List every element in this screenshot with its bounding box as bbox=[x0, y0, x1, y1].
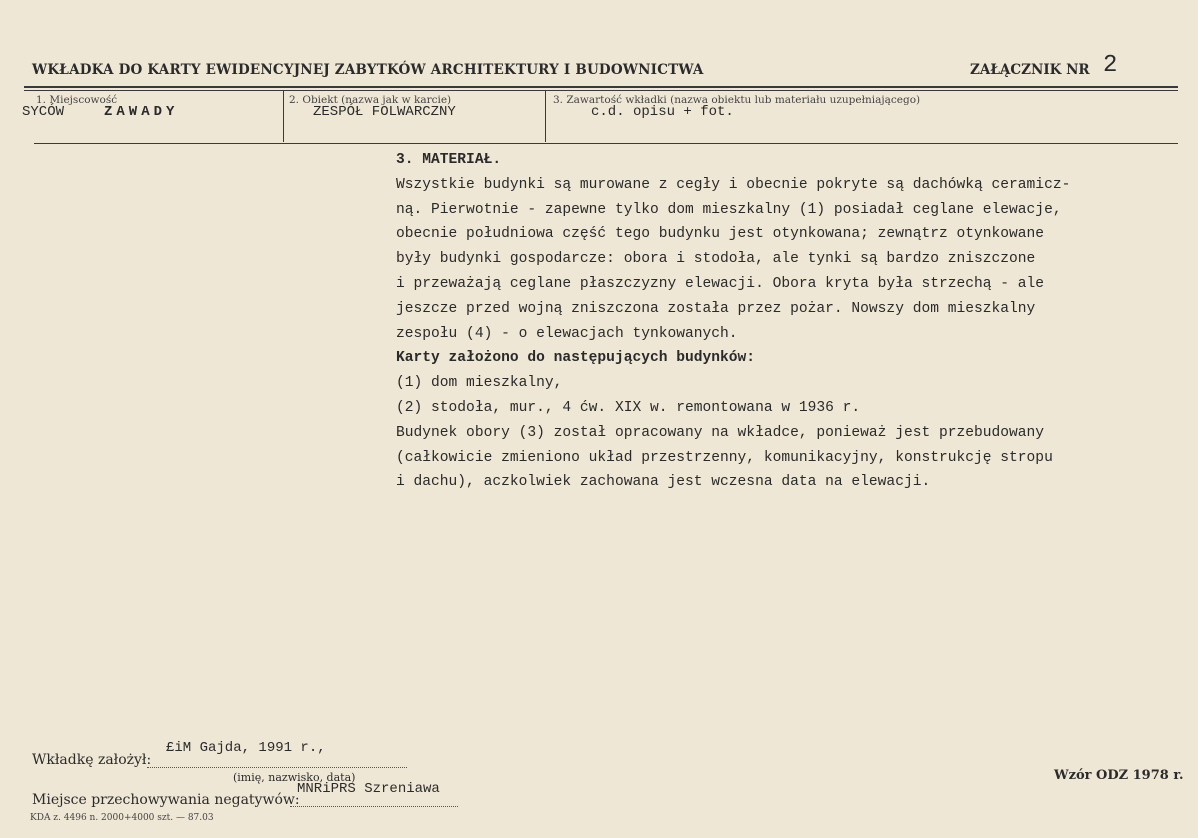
fields-bottom-rule bbox=[34, 143, 1178, 144]
text-line: Budynek obory (3) został opracowany na wkładce, ponieważ jest przebudowany bbox=[396, 424, 1045, 441]
form-title: WKŁADKA DO KARTY EWIDENCYJNEJ ZABYTKÓW ARCHITEKTURY I BUDOWNICTWA bbox=[32, 62, 704, 78]
field-divider-1 bbox=[283, 90, 284, 142]
header-rule-thick bbox=[24, 86, 1178, 88]
text-line: były budynki gospodarcze: obora i stodoła, ale tynki są bardzo zniszczone bbox=[396, 251, 1036, 268]
author-label: Wkładkę założył: bbox=[32, 752, 152, 768]
content-label: 3. Zawartość wkładki (nazwa obiektu lub materiału uzupełniającego) bbox=[553, 94, 921, 106]
annex-number: 2 bbox=[1103, 52, 1118, 79]
description-body bbox=[396, 148, 1176, 495]
author-value: £iM Gajda, 1991 r., bbox=[166, 740, 326, 756]
text-line: ną. Pierwotnie - zapewne tylko dom mieszkalny (1) posiadał ceglane elewacje, bbox=[396, 201, 1062, 218]
location-label: 1. Miejscowość bbox=[36, 94, 118, 106]
section-heading: 3. MATERIAŁ. bbox=[396, 152, 502, 168]
text-line: i przeważają ceglane płaszczyzny elewacji. Obora kryta była strzechą - ale bbox=[396, 275, 1045, 292]
card-item-2: (2) stodoła, mur., 4 ćw. XIX w. remontowana w 1936 r. bbox=[396, 399, 861, 416]
print-note: KDA z. 4496 n. 2000+4000 szt. — 87.03 bbox=[30, 813, 214, 823]
location-value-village: ZAWADY bbox=[104, 104, 179, 120]
text-line: i dachu), aczkolwiek zachowana jest wczesna data na elewacji. bbox=[396, 474, 931, 491]
template-note: Wzór ODZ 1978 r. bbox=[1054, 768, 1184, 783]
author-dotted-line bbox=[147, 767, 407, 768]
text-line: obecnie południowa część tego budynku jest otynkowana; zewnątrz otynkowane bbox=[396, 226, 1045, 243]
annex-label: ZAŁĄCZNIK NR bbox=[970, 62, 1090, 78]
negatives-label: Miejsce przechowywania negatywów: bbox=[32, 792, 300, 808]
text-line: zespołu (4) - o elewacjach tynkowanych. bbox=[396, 325, 738, 342]
location-value-town: SYCÓW bbox=[22, 104, 65, 120]
author-caption: (imię, nazwisko, data) bbox=[233, 771, 356, 784]
text-line: Wszystkie budynki są murowane z cegły i obecnie pokryte są dachówką ceramicz- bbox=[396, 176, 1071, 193]
header-rule-thin bbox=[24, 90, 1178, 91]
text-line: (całkowicie zmieniono układ przestrzenny, komunikacyjny, konstrukcję stropu bbox=[396, 449, 1053, 466]
text-line: jeszcze przed wojną zniszczona została przez pożar. Nowszy dom mieszkalny bbox=[396, 300, 1036, 317]
content-value: c.d. opisu + fot. bbox=[591, 104, 734, 120]
object-label: 2. Obiekt (nazwa jak w karcie) bbox=[289, 94, 452, 106]
cards-heading: Karty założono do następujących budynków: bbox=[396, 350, 756, 367]
negatives-dotted-line bbox=[290, 806, 458, 807]
object-value: ZESPÓŁ FOLWARCZNY bbox=[313, 104, 456, 120]
negatives-value: MNRiPRS Szreniawa bbox=[297, 781, 440, 797]
field-divider-2 bbox=[545, 90, 546, 142]
card-item-1: (1) dom mieszkalny, bbox=[396, 375, 563, 392]
